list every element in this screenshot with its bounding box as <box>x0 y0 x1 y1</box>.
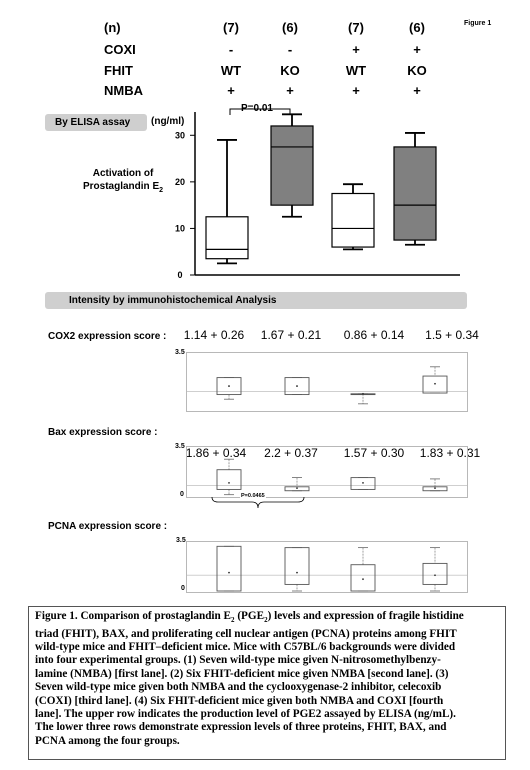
bax-label: Bax expression score : <box>48 427 158 438</box>
header-n-1: (7) <box>223 20 239 35</box>
figure-tag: Figure 1 <box>464 20 492 27</box>
elisa-box-3 <box>332 194 374 248</box>
header-coxi-3: + <box>352 42 360 57</box>
caption-line-10: PCNA among the four groups. <box>35 734 180 747</box>
pcna-box-4 <box>423 563 447 584</box>
elisa-y-axis-label <box>75 167 171 197</box>
header-coxi-2: - <box>287 42 293 57</box>
bax-marks <box>187 459 468 494</box>
caption-line-1b: (PGE <box>234 610 265 622</box>
bax-score-1: 1.86 + 0.34 <box>185 446 247 460</box>
elisa-y-label-line2 <box>75 180 171 197</box>
pcna-median-2 <box>296 572 298 574</box>
pcna-ymax-tick: 3.5 <box>176 537 186 544</box>
bax-median-4 <box>434 487 436 489</box>
header-nmba-4: + <box>413 83 421 98</box>
caption-line-1a: Figure 1. Comparison of prostaglandin E <box>35 610 232 622</box>
header-nmba-3: + <box>352 83 360 98</box>
elisa-ytick-label-3: 30 <box>174 130 186 141</box>
elisa-y-label-sub: 2 <box>159 187 164 194</box>
elisa-marks <box>175 114 436 280</box>
elisa-box-1 <box>206 217 248 259</box>
pcna-box-1 <box>217 546 241 591</box>
elisa-unit-label: (ng/ml) <box>151 116 185 127</box>
header-coxi-4: + <box>413 42 421 57</box>
caption-line-8: lane]. The upper row indicates the production level of PGE2 assayed by ELISA (ng/mL). <box>35 708 456 721</box>
caption-line-5: lamine (NMBA) [first lane]. (2) Six FHIT-deficient mice given NMBA [second lane]. (3) <box>35 667 449 680</box>
cox2-score-4: 1.5 + 0.34 <box>425 328 479 342</box>
pcna-median-3 <box>362 578 364 580</box>
ihc-section-pill: Intensity by immunohistochemical Analysis <box>45 292 467 309</box>
elisa-y-label-line1: Activation of <box>92 168 154 179</box>
header-fhit-4: KO <box>407 63 427 78</box>
elisa-p-bracket <box>230 109 290 115</box>
caption-line-4: into four experimental groups. (1) Seven wild-type mice given N-nitrosomethylbenzy- <box>35 654 441 667</box>
cox2-median-3 <box>362 393 364 395</box>
cox2-median-4 <box>434 383 436 385</box>
header-fhit-3: WT <box>345 63 367 78</box>
elisa-ytick-label-2: 20 <box>174 176 186 187</box>
pcna-label: PCNA expression score : <box>48 521 168 532</box>
caption-sub-2: 2 <box>264 616 268 625</box>
pcna-box-2 <box>285 548 309 585</box>
caption-sub-1: 2 <box>231 616 235 625</box>
elisa-box-2 <box>271 126 313 205</box>
cox2-score-2: 1.67 + 0.21 <box>260 328 322 342</box>
cox2-marks <box>187 367 468 404</box>
bax-ymin-tick: 0 <box>180 491 184 498</box>
cox2-median-1 <box>228 385 230 387</box>
header-nmba-2: + <box>286 83 294 98</box>
caption-line-2: triad (FHIT), BAX, and proliferating cell nuclear antigen (PCNA) proteins among FHIT <box>35 627 457 640</box>
caption-line-1 <box>35 610 499 628</box>
pcna-median-1 <box>228 572 230 574</box>
bax-median-3 <box>362 482 364 484</box>
cox2-score-1: 1.14 + 0.26 <box>183 328 245 342</box>
header-label-coxi: COXI <box>104 42 136 57</box>
caption-line-6: Seven wild-type mice given both NMBA and the cyclooxygenase-2 inhibitor, celecoxib <box>35 681 442 694</box>
header-fhit-2: KO <box>280 63 300 78</box>
elisa-chart <box>170 100 470 285</box>
bax-median-2 <box>296 487 298 489</box>
pcna-chart <box>186 541 468 593</box>
bax-ymax-tick: 3.5 <box>175 443 185 450</box>
cox2-score-3: 0.86 + 0.14 <box>343 328 405 342</box>
caption-line-7: (COXI) [third lane]. (4) Six FHIT-deficient mice given both NMBA and COXI [fourth <box>35 694 444 707</box>
pcna-box-3 <box>351 565 375 591</box>
caption-line-9: The lower three rows demonstrate expression levels of three proteins, FHIT, BAX, and <box>35 721 447 734</box>
bax-p-value: P=0.0465 <box>241 493 265 499</box>
bax-score-4: 1.83 + 0.31 <box>419 446 481 460</box>
figure-caption <box>28 606 506 760</box>
pcna-median-4 <box>434 574 436 576</box>
header-nmba-1: + <box>227 83 235 98</box>
bax-score-2: 2.2 + 0.37 <box>264 446 318 460</box>
bax-box-1 <box>217 470 241 490</box>
header-coxi-1: - <box>228 42 234 57</box>
bax-median-1 <box>228 482 230 484</box>
elisa-ytick-label-0: 0 <box>177 270 183 280</box>
cox2-label: COX2 expression score : <box>48 331 167 342</box>
elisa-y-label-text: Prostaglandin E <box>82 181 160 192</box>
header-n-2: (6) <box>282 20 298 35</box>
header-label-n: (n) <box>104 20 121 35</box>
header-label-nmba: NMBA <box>104 83 143 98</box>
pcna-ymin-tick: 0 <box>181 585 185 592</box>
cox2-ymax-tick: 3.5 <box>175 349 185 356</box>
header-n-4: (6) <box>409 20 425 35</box>
elisa-ytick-label-1: 10 <box>174 223 186 234</box>
cox2-chart <box>186 352 468 412</box>
caption-line-3: wild-type mice and FHIT–deficient mice. Mice with C57BL/6 backgrounds were divided <box>35 641 456 654</box>
bax-chart <box>186 446 468 498</box>
pcna-marks <box>187 546 468 591</box>
header-fhit-1: WT <box>220 63 242 78</box>
elisa-section-pill: By ELISA assay <box>45 114 147 131</box>
cox2-median-2 <box>296 385 298 387</box>
elisa-box-4 <box>394 147 436 240</box>
bax-score-3: 1.57 + 0.30 <box>343 446 405 460</box>
elisa-p-value: P=0.01 <box>241 103 273 114</box>
header-n-3: (7) <box>348 20 364 35</box>
header-label-fhit: FHIT <box>104 63 133 78</box>
caption-line-1c: ) levels and expression of fragile histidine <box>267 610 464 622</box>
